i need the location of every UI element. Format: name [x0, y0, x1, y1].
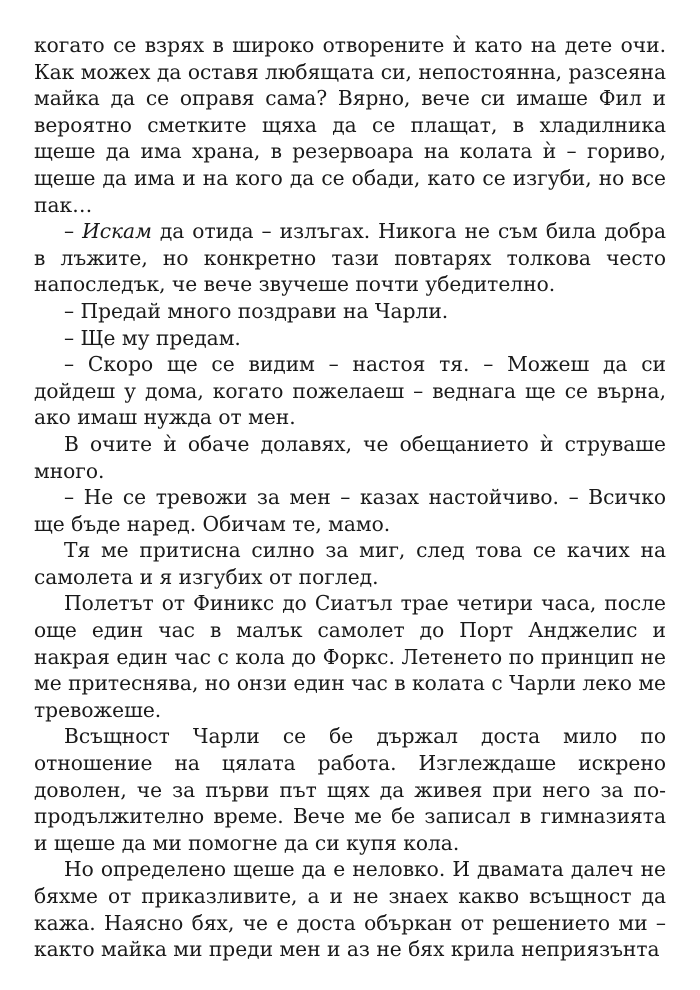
- paragraph-4-text: – Ще му предам.: [64, 325, 241, 350]
- paragraph-10: [34, 723, 666, 856]
- paragraph-2-dash: –: [64, 219, 83, 244]
- paragraph-3-text: – Предай много поздрави на Чарли.: [64, 298, 449, 323]
- paragraph-11: [34, 856, 666, 962]
- paragraph-2: [34, 218, 666, 298]
- paragraph-9: [34, 590, 666, 723]
- paragraph-4: [34, 325, 666, 352]
- paragraph-2-italic-word: Искам: [82, 219, 152, 244]
- paragraph-7: [34, 484, 666, 537]
- paragraph-5-text: – Скоро ще се видим – настоя тя. – Можеш да си дойдеш у дома, когато пожелаеш – веднага ще се върна, ако имаш нужда от мен.: [34, 352, 666, 430]
- paragraph-1: [34, 32, 666, 218]
- paragraph-9-text: Полетът от Финикс до Сиатъл трае четири часа, после още един час в малък самолет до Порт Анджелис и накрая един час с кола до Форкс. Летенето по принцип не ме притеснява, но онзи един час в колата с Чарли леко ме тревожеше.: [34, 591, 666, 722]
- paragraph-6: [34, 431, 666, 484]
- paragraph-8: [34, 537, 666, 590]
- paragraph-3: [34, 298, 666, 325]
- paragraph-1-text: когато се взрях в широко отворените ѝ като на дете очи. Как можех да оставя любящата си, непостоянна, разсеяна майка да се оправя сама? Вярно, вече си имаше Фил и вероятно сметките щяха да се плащат, в хладилника щеше да има храна, в резервоара на колата ѝ – гориво, щеше да има и на кого да се обади, като се изгуби, но все пак…: [34, 33, 666, 217]
- paragraph-11-text: Но определено щеше да е неловко. И двамата далеч не бяхме от приказливите, а и не знаех какво всъщност да кажа. Наясно бях, че е доста объркан от решението ми – както майка ми преди мен и аз не бях крила неприязънта: [34, 857, 666, 962]
- paragraph-6-text: В очите ѝ обаче долавях, че обещанието ѝ струваше много.: [34, 431, 666, 483]
- paragraph-2-text: да отида – излъгах. Никога не съм била добра в лъжите, но конкретно тази повтарях толкова често напоследък, че вече звучеше почти убедително.: [34, 219, 666, 297]
- paragraph-7-text: – Не се тревожи за мен – казах настойчиво. – Всичко ще бъде наред. Обичам те, мамо.: [34, 485, 666, 536]
- book-page: [34, 32, 666, 963]
- paragraph-10-text: Всъщност Чарли се бе държал доста мило по отношение на цялата работа. Изглеждаше искрено доволен, че за първи път щях да живея при него за по-продължително време. Вече ме бе записал в гимназията и щеше да ми помогне да си купя кола.: [34, 724, 666, 855]
- paragraph-5: [34, 351, 666, 431]
- paragraph-8-text: Тя ме притисна силно за миг, след това се качих на самолета и я изгубих от поглед.: [34, 538, 666, 589]
